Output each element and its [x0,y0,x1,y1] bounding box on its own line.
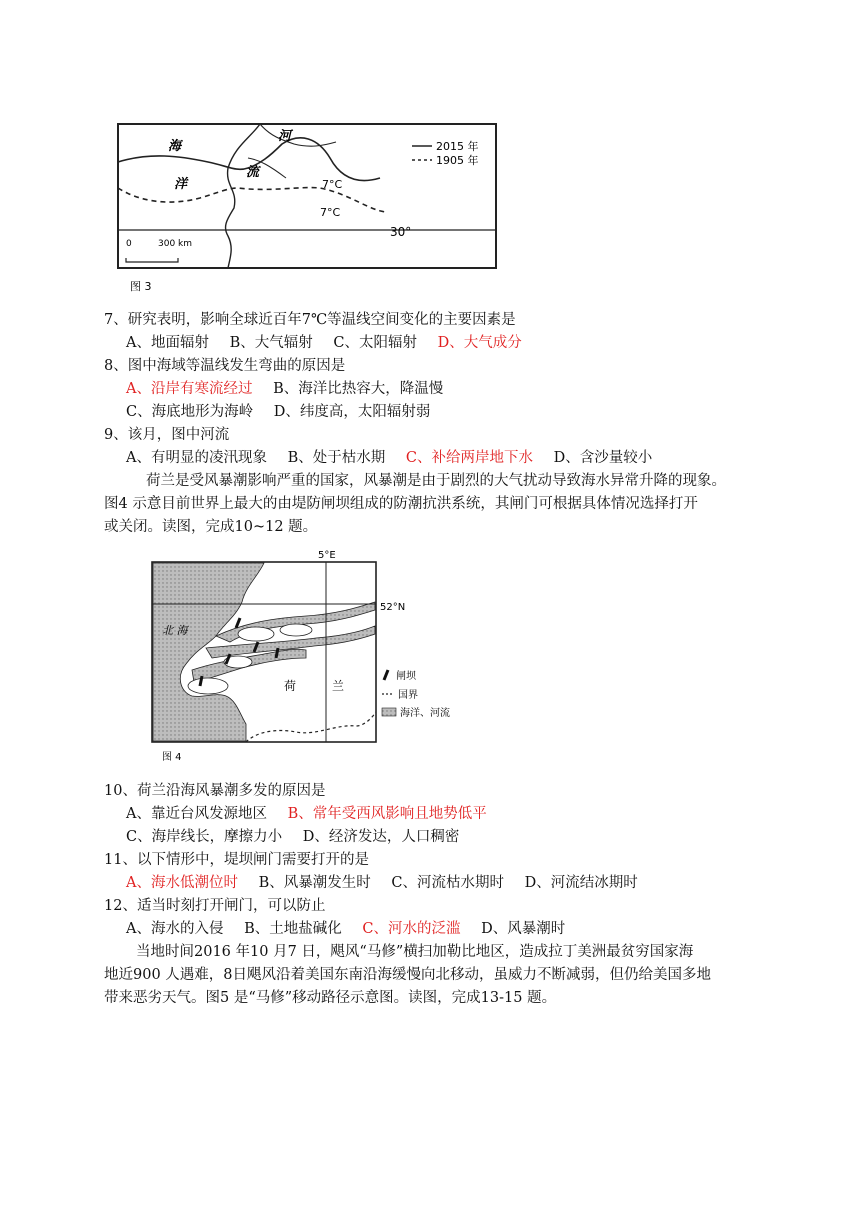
q7-stem: 7、研究表明，影响全球近百年7℃等温线空间变化的主要因素是 [104,312,516,328]
q12-option-a: A、海水的入侵 [126,921,224,937]
q11-option-b: B、风暴潮发生时 [258,875,371,891]
island-1 [238,627,274,641]
q8-options-row1 [126,379,443,399]
legend-dam-symbol [384,670,388,680]
q7-option-a: A、地面辐射 [126,335,209,351]
passage2-line3: 或关闭。读图，完成10~12 题。 [104,519,318,535]
island-2 [280,624,312,636]
q11-option-a-answer: A、海水低潮位时 [126,875,238,891]
q10-options-row2 [126,827,459,847]
figure-3-caption: 图 3 [130,280,152,293]
passage3-line1: 当地时间2016 年10 月7 日，飓风“马修”横扫加勒比地区，造成拉丁美洲最贫穷国家海 [136,944,694,960]
q8-option-a-answer: A、沿岸有寒流经过 [126,381,253,397]
label-river-2: 流 [246,165,260,180]
q9-stem: 9、该月，图中河流 [104,427,230,443]
island-4 [188,678,228,694]
q9-option-a: A、有明显的凌汛现象 [126,450,267,466]
q11-options [126,873,638,893]
q10-stem: 10、荷兰沿海风暴潮多发的原因是 [104,783,326,799]
figure-3-isotherm-map [110,118,510,298]
figure-4-caption: 图 4 [162,752,182,763]
legend-1905: 1905 年 [436,154,479,167]
q7-option-c: C、太阳辐射 [333,335,417,351]
q9-option-b: B、处于枯水期 [287,450,386,466]
q10-option-a: A、靠近台风发源地区 [126,806,267,822]
scale-zero: 0 [126,239,132,249]
legend-border: 国界 [398,690,418,701]
label-lon: 5°E [318,550,336,561]
q10-options-row1 [126,804,487,824]
passage3-line2: 地近900 人遇难，8日飓风沿着美国东南沿海缓慢向北移动，虽威力不断减弱，但仍给美国多地 [104,967,712,983]
q11-option-c: C、河流枯水期时 [391,875,504,891]
q9-option-c-answer: C、补给两岸地下水 [405,450,533,466]
figure-4-netherlands-map [146,546,500,772]
label-country-2: 兰 [332,679,345,693]
q11-stem: 11、以下情形中，堤坝闸门需要打开的是 [104,852,369,868]
legend-dam: 闸坝 [396,671,416,682]
legend-water: 海洋、河流 [400,708,450,719]
legend-water-symbol [382,708,396,716]
q10-option-c: C、海岸线长，摩擦力小 [126,829,283,845]
q12-option-b: B、土地盐碱化 [244,921,342,937]
label-river-1: 河 [278,129,292,144]
q12-option-c-answer: C、河水的泛滥 [362,921,461,937]
label-sea-1: 海 [168,139,182,154]
q8-option-c: C、海底地形为海岭 [126,404,254,420]
passage3-line3: 带来恶劣天气。图5 是“马修”移动路径示意图。读图，完成13-15 题。 [104,990,557,1006]
label-country-1: 荷 [284,679,297,693]
label-north-sea: 北 海 [162,624,188,637]
label-isotherm-2: 7°C [320,206,341,219]
q7-options [126,333,522,353]
q11-option-d: D、河流结冰期时 [524,875,638,891]
legend-2015: 2015 年 [436,140,479,153]
q12-option-d: D、风暴潮时 [481,921,566,937]
scale-label: 300 km [158,239,193,249]
q9-option-d: D、含沙量较小 [553,450,653,466]
label-isotherm-1: 7°C [322,178,343,191]
q8-option-b: B、海洋比热容大，降温慢 [273,381,444,397]
q8-stem: 8、图中海域等温线发生弯曲的原因是 [104,358,346,374]
q12-options [126,919,565,939]
label-sea-2: 洋 [174,177,188,192]
passage2-line1: 荷兰是受风暴潮影响严重的国家，风暴潮是由于剧烈的大气扰动导致海水异常升降的现象。 [146,473,726,489]
q7-option-d-answer: D、大气成分 [437,335,522,351]
q7-option-b: B、大气辐射 [229,335,313,351]
q10-option-d: D、经济发达，人口稠密 [302,829,460,845]
label-lat: 52°N [380,602,406,613]
passage2-line2: 图4 示意目前世界上最大的由堤防闸坝组成的防潮抗洪系统，其闸门可根据具体情况选择打开 [104,496,698,512]
q10-option-b-answer: B、常年受西风影响且地势低平 [287,806,487,822]
q12-stem: 12、适当时刻打开闸门，可以防止 [104,898,326,914]
q8-option-d: D、纬度高，太阳辐射弱 [273,404,431,420]
q9-options [126,448,652,468]
label-latitude: 30° [390,225,412,239]
q8-options-row2 [126,402,430,422]
